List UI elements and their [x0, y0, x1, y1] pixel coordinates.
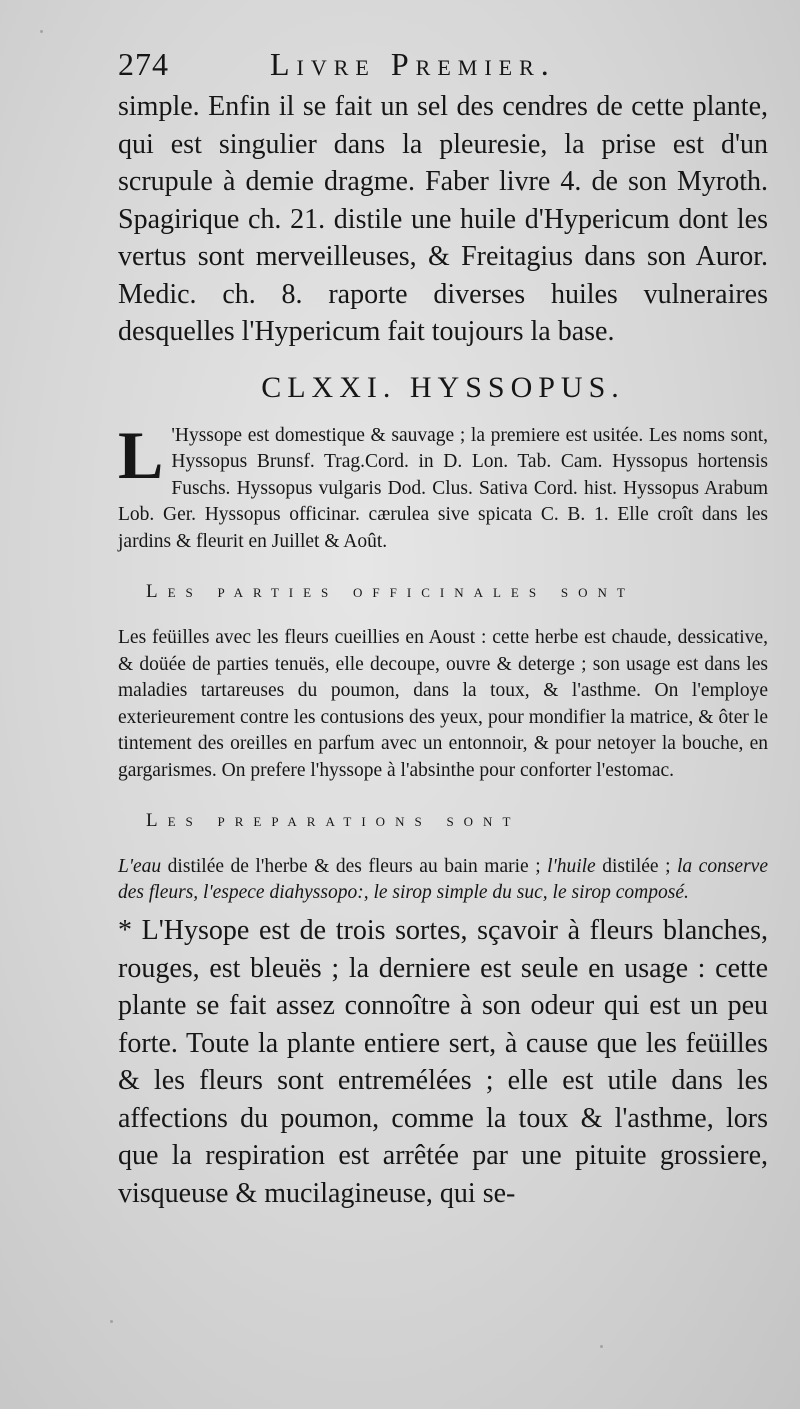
paper-speck — [600, 1345, 603, 1348]
paper-speck — [40, 30, 43, 33]
section-title: CLXXI. HYSSOPUS. — [261, 370, 625, 404]
preparations-text-start: L'eau — [118, 856, 162, 877]
note-paragraph: * L'Hysope est de trois sortes, sçavoir à fleurs blanches, rouges, est bleuës ; la derniere est seule en usage : cette plante se fait assez connoître à son odeur qui est un peu forte. Toute la plante entiere sert, à cause que les feüilles & les fleurs sont entremélées ; elle est utile dans les affections du poumon, comme la toux & l'asthme, lors que la respiration est arrêtée par une pituite grossiere, visqueuse & mucilagineuse, qui se- — [118, 915, 768, 1209]
drop-cap: L — [118, 416, 164, 493]
description-paragraph — [118, 416, 768, 556]
running-head: Livre Premier. — [270, 46, 556, 82]
preparations-heading: Les preparations sont — [146, 810, 521, 831]
page-number: 274 — [118, 46, 169, 82]
page-header — [118, 46, 618, 86]
text-column — [118, 88, 768, 1212]
preparations-text: distilée ; — [595, 856, 677, 877]
officinal-heading: Les parties officinales sont — [146, 581, 635, 602]
preparations-text-italic: la conserve des fleurs, l'espece diahyssopo:, le sirop simple du suc, le sirop composé. — [118, 856, 768, 903]
preparations-text: distilée de l'herbe & des fleurs au bain marie ; — [161, 856, 548, 877]
preparations-paragraph — [118, 854, 768, 906]
paper-speck — [110, 1320, 113, 1323]
preparations-text-italic: l'huile — [547, 856, 596, 877]
description-text: 'Hyssope est domestique & sauvage ; la premiere est usitée. Les noms sont, Hyssopus Brunsf. Trag.Cord. in D. Lon. Tab. Cam. Hyssopus hortensis Fuschs. Hyssopus vulgaris Dod. Clus. Sativa Cord. hist. Hyssopus Arabum Lob. Ger. Hyssopus officinar. cærulea sive spicata C. B. 1. Elle croît dans les jardins & fleurit en Juillet & Août. — [118, 424, 768, 552]
intro-paragraph: simple. Enfin il se fait un sel des cendres de cette plante, qui est singulier dans la pleuresie, la prise est d'un scrupule à demie dragme. Faber livre 4. de son Myroth. Spagirique ch. 21. distile une huile d'Hypericum dont les vertus sont merveilleuses, & Freitagius dans son Auror. Medic. ch. 8. raporte diverses huiles vulneraires desquelles l'Hypericum fait toujours la base. — [118, 91, 768, 347]
officinal-paragraph: Les feüilles avec les fleurs cueillies en Aoust : cette herbe est chaude, dessicative, & doüée de parties tenuës, elle decoupe, ouvre & deterge ; son usage est dans les maladies tartareuses du poumon, dans la toux, & l'asthme. On l'employe exterieurement contre les contusions des yeux, pour mondifier la matrice, & ôter le tintement des oreilles en parfum avec un entonnoir, & pour netoyer la bouche, en gargarismes. On prefere l'hyssope à l'absinthe pour conforter l'estomac. — [118, 627, 768, 781]
